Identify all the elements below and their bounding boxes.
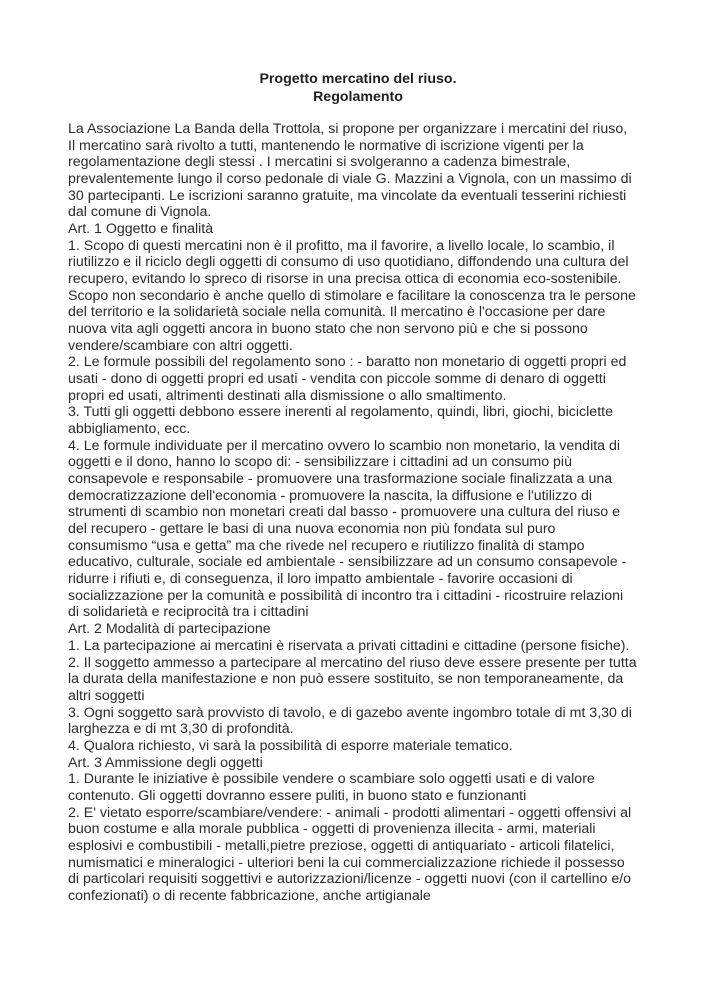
body-text-line: oggetti e il dono, hanno lo scopo di: - sensibilizzare i cittadini ad un consumo più: [68, 454, 572, 471]
article-heading: Art. 2 Modalità di partecipazione: [68, 621, 271, 638]
body-text-line: regolamentazione degli stessi . I mercatini si svolgeranno a cadenza bimestrale,: [68, 154, 571, 171]
document-body: [68, 121, 658, 905]
article-heading: Art. 3 Ammissione degli oggetti: [68, 754, 263, 771]
body-text-line: socializzazione per la comunità e possibilità di incontro tra i cittadini - ricostruire relazioni: [68, 587, 624, 604]
body-text-line: larghezza e di mt 3,30 di profondità.: [68, 721, 294, 738]
body-text-line: 2. Le formule possibili del regolamento sono : - baratto non monetario di oggetti propri ed: [68, 354, 627, 371]
body-text-line: Scopo non secondario è anche quello di stimolare e facilitare la conoscenza tra le persone: [68, 287, 636, 304]
body-text-line: consumismo “usa e getta” ma che rivede nel recupero e riutilizzo finalità di stampo: [68, 537, 585, 554]
body-text-line: vendere/scambiare con altri oggetti.: [68, 337, 293, 354]
article-heading: Art. 1 Oggetto e finalità: [68, 221, 214, 238]
body-text-line: di particolari requisiti soggettivi e autorizzazioni/licenze - oggetti nuovi (con il cartellino e/o: [68, 871, 632, 888]
body-text-line: ridurre i rifiuti e, di conseguenza, il loro impatto ambientale - favorire occasioni di: [68, 571, 573, 588]
body-text-line: 2. Il soggetto ammesso a partecipare al mercatino del riuso deve essere presente per tutta: [68, 654, 637, 671]
body-text-line: usati - dono di oggetti propri ed usati - vendita con piccole somme di denaro di oggetti: [68, 371, 606, 388]
title-line-2: Regolamento: [313, 89, 403, 105]
body-text-line: del territorio e la solidarietà sociale nella comunità. Il mercatino è l'occasione per dare: [68, 304, 606, 321]
body-text-line: la durata della manifestazione e non può essere sostituito, se non temporaneamente, da: [68, 671, 624, 688]
body-text-line: buon costume e alla morale pubblica - oggetti di provenienza illecita - armi, materiali: [68, 821, 596, 838]
body-text-line: 4. Le formule individuate per il mercatino ovvero lo scambio non monetario, la vendita di: [68, 437, 621, 454]
body-text-line: 1. La partecipazione ai mercatini è riservata a privati cittadini e cittadine (persone fisiche).: [68, 637, 630, 654]
body-text-line: abbigliamento, ecc.: [68, 421, 191, 438]
body-text-line: prevalentemente lungo il corso pedonale di viale G. Mazzini a Vignola, con un massimo di: [68, 171, 632, 188]
body-text-line: recupero, evitando lo spreco di risorse in una precisa ottica di economia eco-sostenibile.: [68, 271, 622, 288]
body-text-line: esplosivi e combustibili - metalli,pietre preziose, oggetti di antiquariato - articoli filatelici,: [68, 837, 615, 854]
body-text-line: dal comune di Vignola.: [68, 204, 212, 221]
body-text-line: 1. Scopo di questi mercatini non è il profitto, ma il favorire, a livello locale, lo scambio, il: [68, 237, 615, 254]
title-line-1: Progetto mercatino del riuso.: [259, 71, 457, 87]
body-text-line: propri ed usati, altrimenti destinati alla dismissione o allo smaltimento.: [68, 387, 507, 404]
body-text-line: 1. Durante le iniziative è possibile vendere o scambiare solo oggetti usati e di valore: [68, 771, 595, 788]
body-text-line: 4. Qualora richiesto, vi sarà la possibilità di esporre materiale tematico.: [68, 737, 513, 754]
document-title: [0, 70, 716, 106]
body-text-line: consapevole e responsabile - promuovere una trasformazione sociale finalizzata a una: [68, 471, 613, 488]
body-text-line: La Associazione La Banda della Trottola, si propone per organizzare i mercatini del riuso,: [68, 121, 628, 137]
body-text-line: 3. Ogni soggetto sarà provvisto di tavolo, e di gazebo avente ingombro totale di mt 3,30 di: [68, 704, 632, 721]
body-text-line: 30 partecipanti. Le iscrizioni saranno gratuite, ma vincolate da eventuali tesserini richiesti: [68, 187, 627, 204]
body-text-line: educativo, culturale, sociale ed ambientale - sensibilizzare ad un consumo consapevole -: [68, 554, 627, 571]
body-text-line: strumenti di scambio non monetari creati dal basso - promuovere una cultura del riuso e: [68, 504, 621, 521]
body-text-line: confezionati) o di recente fabbricazione, anche artigianale: [68, 887, 431, 904]
body-text-line: Il mercatino sarà rivolto a tutti, mantenendo le normative di iscrizione vigenti per la: [68, 137, 584, 154]
body-text-line: di solidarietà e reciprocità tra i cittadini: [68, 604, 309, 621]
body-text-line: democratizzazione dell'economia - promuovere la nascita, la diffusione e l'utilizzo di: [68, 487, 593, 504]
body-text-line: del recupero - gettare le basi di una nuova economia non più fondata sul puro: [68, 521, 556, 538]
body-text-line: riutilizzo e il riciclo degli oggetti di consumo di uso quotidiano, diffondendo una cultura del: [68, 254, 629, 271]
body-text-line: 2. E' vietato esporre/scambiare/vendere: - animali - prodotti alimentari - oggetti offensivi al: [68, 804, 632, 821]
body-text-line: altri soggetti: [68, 687, 145, 704]
body-text-line: numismatici e mineralogici - ulteriori beni la cui commercializzazione richiede il possesso: [68, 854, 625, 871]
body-text-line: 3. Tutti gli oggetti debbono essere inerenti al regolamento, quindi, libri, giochi, biciclette: [68, 404, 613, 421]
body-text-line: nuova vita agli oggetti ancora in buono stato che non servono più e che si possono: [68, 321, 588, 338]
body-text-line: contenuto. Gli oggetti dovranno essere puliti, in buono stato e funzionanti: [68, 787, 527, 804]
